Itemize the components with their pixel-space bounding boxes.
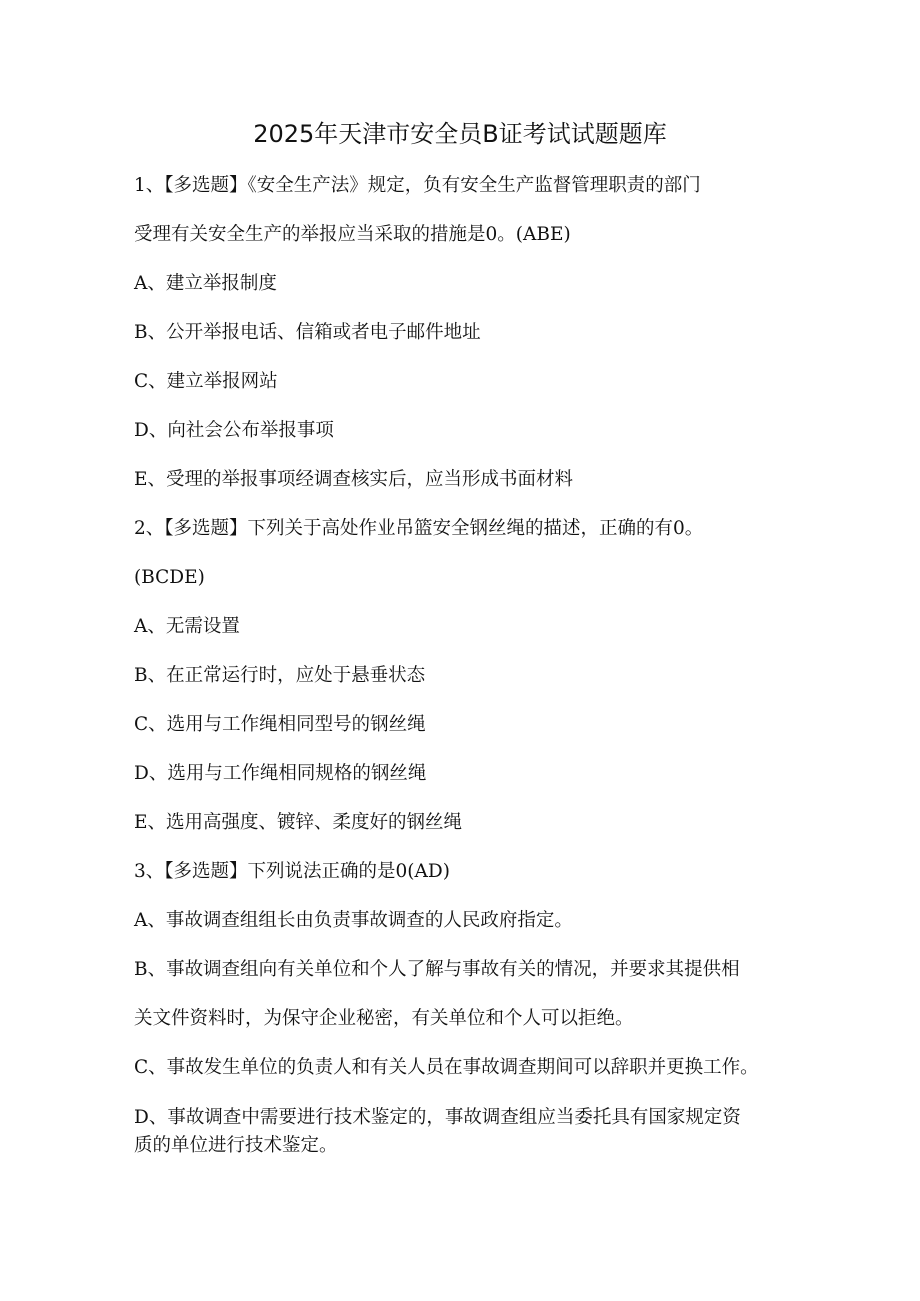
question-3-option-d-line-1: D、事故调查中需要进行技术鉴定的，事故调查组应当委托具有国家规定资 [134,1107,741,1128]
question-3-option-d-line-2: 质的单位进行技术鉴定。 [134,1135,338,1156]
question-3-option-b-line-1: B、事故调查组向有关单位和个人了解与事故有关的情况，并要求其提供相 [134,959,740,980]
question-2-stem-line-2: (BCDE) [134,567,205,588]
question-3-option-c: C、事故发生单位的负责人和有关人员在事故调查期间可以辞职并更换工作。 [134,1057,759,1078]
question-3-option-a: A、事故调查组组长由负责事故调查的人民政府指定。 [134,910,573,931]
question-2-stem-line-1: 2、【多选题】下列关于高处作业吊篮安全钢丝绳的描述，正确的有0。 [134,518,704,539]
question-1-stem-line-1: 1、【多选题】《安全生产法》规定，负有安全生产监督管理职责的部门 [134,175,701,196]
question-3-stem-line-1: 3、【多选题】下列说法正确的是0(AD) [134,861,450,882]
question-1-option-b: B、公开举报电话、信箱或者电子邮件地址 [134,322,481,343]
question-2-option-a: A、无需设置 [134,616,240,637]
question-1-option-e: E、受理的举报事项经调查核实后，应当形成书面材料 [134,469,574,490]
question-3-option-b-line-2: 关文件资料时，为保守企业秘密，有关单位和个人可以拒绝。 [134,1008,634,1029]
question-1-option-a: A、建立举报制度 [134,273,277,294]
question-1-stem-line-2: 受理有关安全生产的举报应当采取的措施是0。(ABE) [134,224,571,245]
question-2-option-b: B、在正常运行时，应处于悬垂状态 [134,665,426,686]
question-1-option-c: C、建立举报网站 [134,371,278,392]
question-1-option-d: D、向社会公布举报事项 [134,420,334,441]
question-2-option-c: C、选用与工作绳相同型号的钢丝绳 [134,714,426,735]
question-2-option-e: E、选用高强度、镀锌、柔度好的钢丝绳 [134,812,463,833]
document-title: 2025年天津市安全员B证考试试题题库 [253,120,667,148]
question-2-option-d: D、选用与工作绳相同规格的钢丝绳 [134,763,427,784]
